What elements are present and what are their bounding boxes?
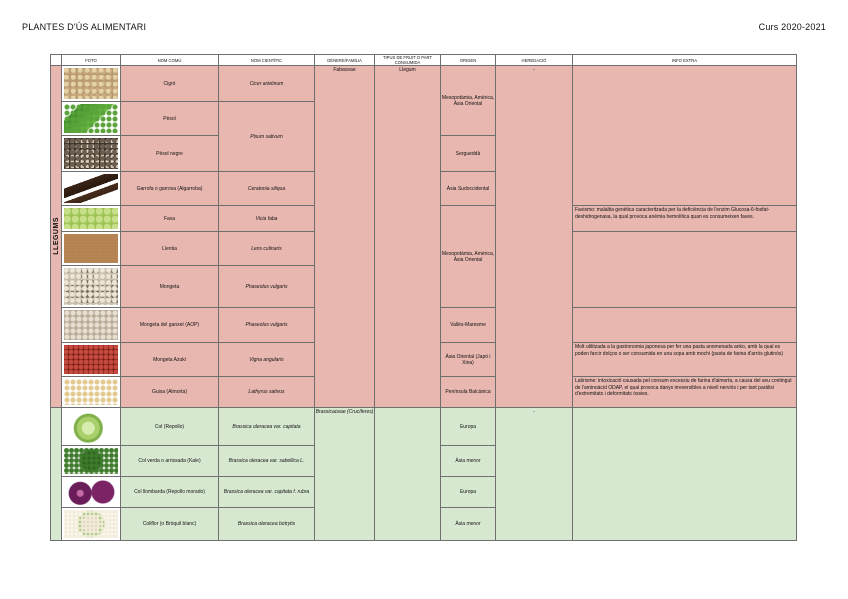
school-year: Curs 2020-2021 [758, 22, 826, 32]
photo-lentils [62, 232, 121, 266]
col-family: GÈNERE/FAMÍLIA [315, 55, 375, 66]
scientific-name: Brassica oleracea var. capitata f. rubra [219, 477, 315, 508]
info-extra-empty [573, 232, 797, 308]
scientific-name: Brassica oleracea var. sabellica L. [219, 446, 315, 477]
header-row [51, 55, 797, 66]
photo-black-peas [62, 136, 121, 172]
origin-cell: Europa [441, 408, 496, 446]
heredacio-cell: - [496, 66, 573, 408]
scientific-name: Ceratonia siliqua [219, 172, 315, 206]
common-name: Coliflor (o Bròquil blanc) [121, 508, 219, 541]
scientific-name: Vicia faba [219, 206, 315, 232]
info-extra-azuki: Molt utilitzada a la gastronomia japonesa per fer una pasta anomenada anko, amb la qual es poden farcir dolços o ser consumida en una sopa amb mochi (pasta de farina d'arròs glutinós) [573, 343, 797, 377]
fruit-type-llegum: Llegum [375, 66, 441, 408]
col-origin: ORIGEN [441, 55, 496, 66]
scientific-name: Brassica oleracea botrytis [219, 508, 315, 541]
origin-cell: Àsia Sudoccidental [441, 172, 496, 206]
common-name: Mongeta [121, 266, 219, 308]
info-extra-empty [573, 408, 797, 541]
col-foto: FOTO [62, 55, 121, 66]
plants-table [50, 54, 797, 541]
origin-cell: Sergueddà [441, 136, 496, 172]
common-name: Col (Repollo) [121, 408, 219, 446]
legumes-group-label: LLEGUMS [52, 216, 60, 255]
photo-carob-pods [62, 172, 121, 206]
common-name: Llentia [121, 232, 219, 266]
ganxet-beans-image [64, 310, 118, 340]
info-extra-empty [573, 66, 797, 206]
common-name: Mongeta del ganxet (AOP) [121, 308, 219, 343]
family-brassicaceae: Brassicaceae (Crucíferes) [315, 408, 375, 541]
common-name: Col verda o arrissada (Kale) [121, 446, 219, 477]
photo-white-beans [62, 266, 121, 308]
scientific-name: Vigna angularis [219, 343, 315, 377]
origin-cell: Àsia menor [441, 446, 496, 477]
col-scientific-name: NOM CIENTÍFIC [219, 55, 315, 66]
heredacio-cell: - [496, 408, 573, 541]
scientific-name: Lens culinaris [219, 232, 315, 266]
photo-broad-beans [62, 206, 121, 232]
scientific-name: Lathyrus sativus [219, 377, 315, 408]
info-extra-empty [573, 308, 797, 343]
cabbage-image [64, 410, 118, 443]
broad-beans-image [64, 208, 118, 229]
photo-azuki-beans [62, 343, 121, 377]
origin-cell: Península Balcànica [441, 377, 496, 408]
origin-cell: Àsia Oriental (Japó i Xina) [441, 343, 496, 377]
photo-grass-peas [62, 377, 121, 408]
cauliflower-image [64, 510, 118, 538]
common-name: Mongeta Azuki [121, 343, 219, 377]
col-info-extra: INFO EXTRA [573, 55, 797, 66]
scientific-name: Cicer arietinum [219, 66, 315, 102]
green-peas-image [64, 104, 118, 133]
col-fruit-type: TIPUS DE FRUIT O PART CONSUMIDA [375, 55, 441, 66]
origin-cell: Europa [441, 477, 496, 508]
legumes-group-cell [51, 66, 62, 408]
photo-green-peas [62, 102, 121, 136]
origin-cell: Àsia menor [441, 508, 496, 541]
table-row [51, 408, 797, 446]
photo-chickpeas [62, 66, 121, 102]
table-row [51, 66, 797, 102]
common-name: Fava [121, 206, 219, 232]
common-name: Guixa (Almorta) [121, 377, 219, 408]
scientific-name: Brassica oleracea var. capitata [219, 408, 315, 446]
carob-pods-image [64, 174, 118, 203]
black-peas-image [64, 138, 118, 169]
red-cabbage-image [64, 479, 118, 505]
group-header-cell [51, 55, 62, 66]
azuki-beans-image [64, 345, 118, 374]
document-title: PLANTES D'ÚS ALIMENTARI [22, 22, 147, 32]
scientific-name: Phaseolus vulgaris [219, 308, 315, 343]
photo-kale [62, 446, 121, 477]
kale-image [64, 448, 118, 474]
grass-peas-image [64, 379, 118, 405]
common-name: Col llombarda (Repollo morado) [121, 477, 219, 508]
info-extra-guixa: Latirisme: intoxicació causada pel consum excessiu de farina d'almorta, a causa del seu contingut de l'aminoàcid ODAP, el qual provoca danys irreversibles a nivell nerviós i per tant paràlisi d'extremitats i deformitats òssies. [573, 377, 797, 408]
scientific-name: Phaseolus vulgaris [219, 266, 315, 308]
col-heredacio: HEREDACIÓ [496, 55, 573, 66]
family-fabaceae: Fabaceae [315, 66, 375, 408]
chickpeas-image [64, 68, 118, 99]
common-name: Cigró [121, 66, 219, 102]
info-extra-fava: Favismo: malaltia genètica caracteritzada per la deficiència de l'enzim Glucosa-6-fosfat-deshidrogenasa, la qual provoca anèmia hemolítica quan es consumeixen faves. [573, 206, 797, 232]
scientific-name: Pisum sativum [219, 102, 315, 172]
common-name: Pèsol [121, 102, 219, 136]
common-name: Garrofa o garrova (Algarroba) [121, 172, 219, 206]
lentils-image [64, 234, 118, 263]
origin-cell: Vallès-Maresme [441, 308, 496, 343]
origin-cell: Mesopotàmia, Amèrica, Àsia Oriental [441, 66, 496, 136]
common-name: Pèsol negre [121, 136, 219, 172]
col-common-name: NOM COMÚ [121, 55, 219, 66]
photo-red-cabbage [62, 477, 121, 508]
origin-cell: Mesopotàmia, Amèrica, Àsia Oriental [441, 206, 496, 308]
fruit-type-empty [375, 408, 441, 541]
photo-cabbage [62, 408, 121, 446]
brassica-group-cell [51, 408, 62, 541]
photo-cauliflower [62, 508, 121, 541]
photo-ganxet-beans [62, 308, 121, 343]
white-beans-image [64, 268, 118, 305]
